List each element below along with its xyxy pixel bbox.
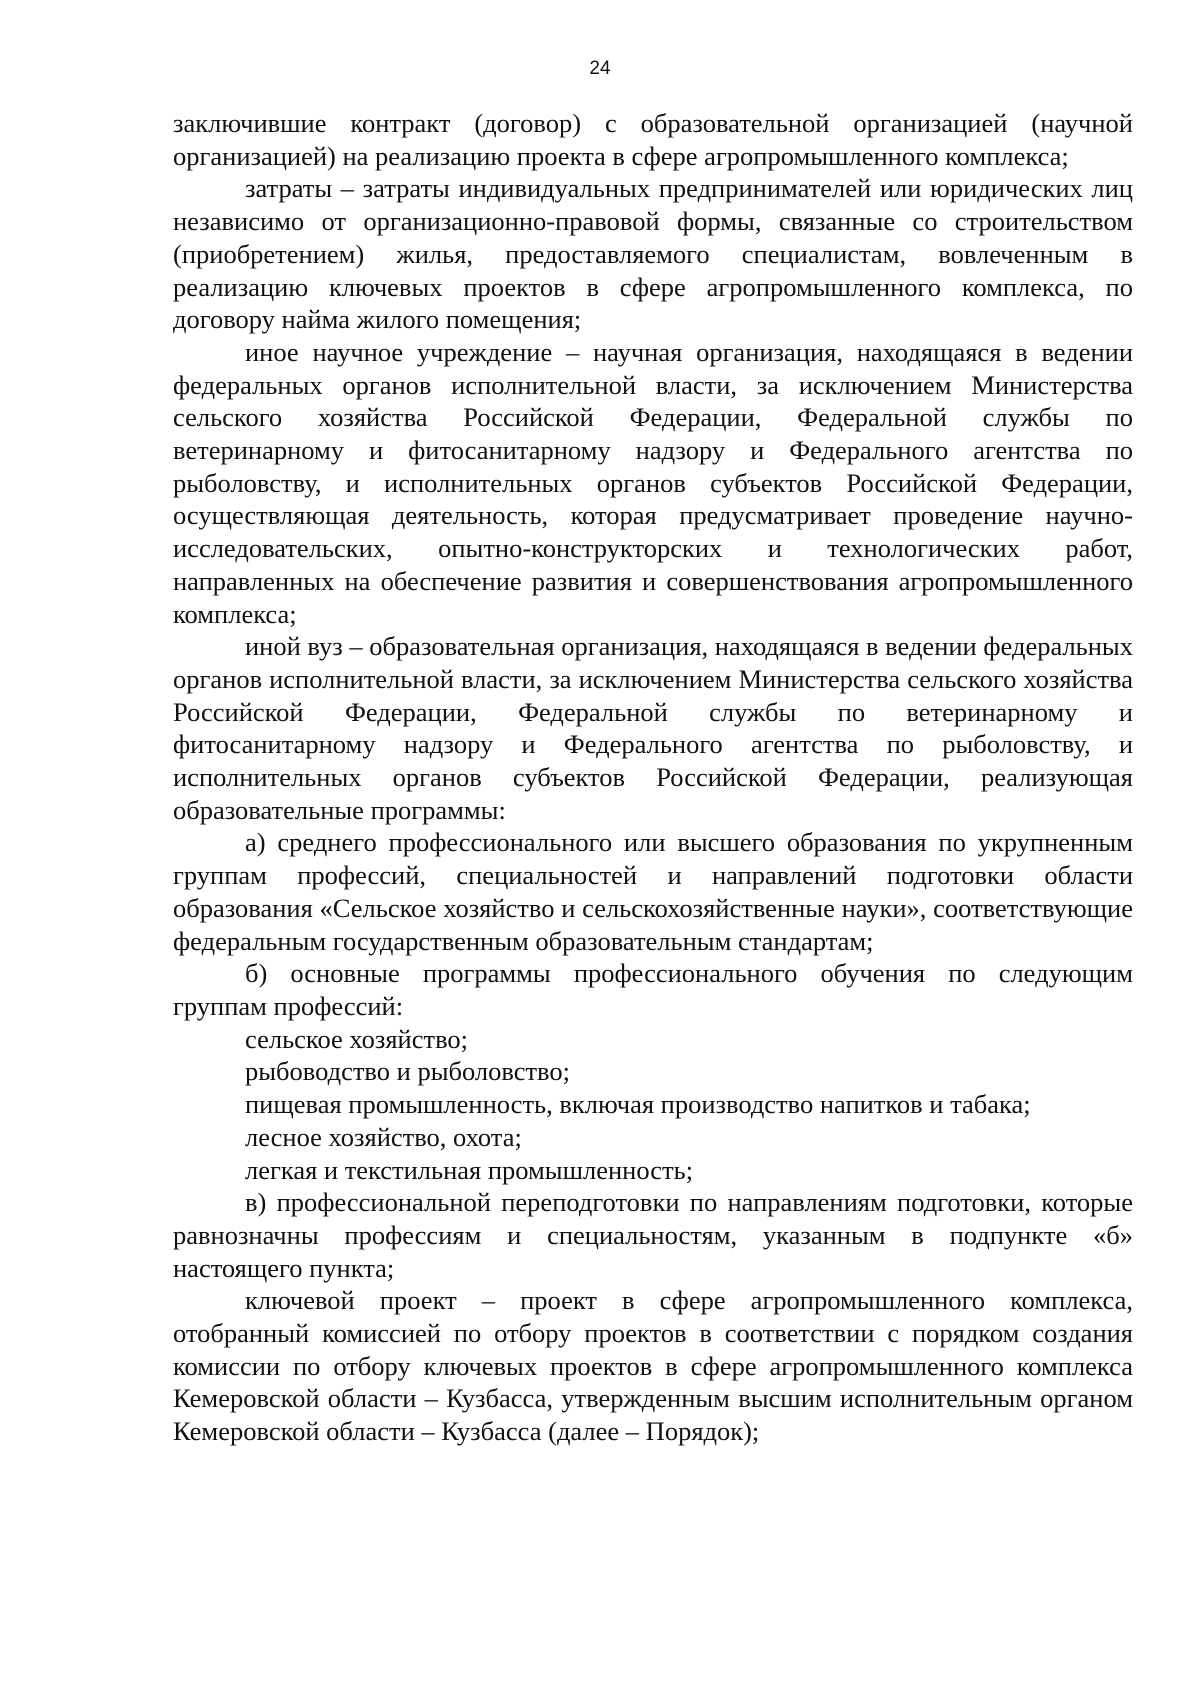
paragraph-research-institution-definition: иное научное учреждение – научная организация, находящаяся в ведении федеральных органов исполнительной власти, за исключением Министерства сельского хозяйства Российской Федерации, Федеральной службы по ветеринарному и фитосанитарному надзору и Федерального агентства по рыболовству, и исполнительных органов субъектов Российской Федерации, осуществляющая деятельность, которая предусматривает проведение научно-исследовательских, опытно-конструкторских и технологических работ, направленных на обеспечение развития и совершенствования агропромышленного комплекса; (173, 336, 1133, 629)
list-item: пищевая промышленность, включая производство напитков и табака; (245, 1089, 1031, 1120)
list-item: лесное хозяйство, охота; (245, 1121, 522, 1152)
paragraph-key-project-definition: ключевой проект – проект в сфере агропромышленного комплекса, отобранный комиссией по отбору проектов в соответствии с порядком создания комиссии по отбору ключевых проектов в сфере агропромышленного комплекса Кемеровской области – Кузбасса, утвержденным высшим исполнительным органом Кемеровской области – Кузбасса (далее – Порядок); (173, 1285, 1133, 1447)
paragraph-continuation: заключившие контракт (договор) с образовательной организацией (научной организацией) на реализацию проекта в сфере агропромышленного комплекса; (173, 108, 1133, 171)
paragraph-item-a: а) среднего профессионального или высшего образования по укрупненным группам профессий, специальностей и направлений подготовки области образования «Сельское хозяйство и сельскохозяйственные науки», соответствующие федеральным государственным образовательным стандартам; (173, 827, 1133, 956)
profession-groups-list (173, 1023, 1133, 1187)
paragraph-university-definition: иной вуз – образовательная организация, находящаяся в ведении федеральных органов исполнительной власти, за исключением Министерства сельского хозяйства Российской Федерации, Федеральной службы по ветеринарному и фитосанитарному надзору и Федерального агентства по рыболовству, и исполнительных органов субъектов Российской Федерации, реализующая образовательные программы: (173, 631, 1133, 825)
page-number: 24 (589, 58, 611, 79)
list-item: сельское хозяйство; (245, 1023, 469, 1054)
paragraph-costs-definition: затраты – затраты индивидуальных предпринимателей или юридических лиц независимо от организационно-правовой формы, связанные со строительством (приобретением) жилья, предоставляемого специалистам, вовлеченным в реализацию ключевых проектов в сфере агропромышленного комплекса, по договору найма жилого помещения; (173, 173, 1133, 335)
document-body (173, 107, 1133, 1448)
paragraph-item-c: в) профессиональной переподготовки по направлениям подготовки, которые равнозначны профессиям и специальностям, указанным в подпункте «б» настоящего пункта; (173, 1187, 1133, 1283)
list-item: рыбоводство и рыболовство; (245, 1056, 571, 1087)
list-item: легкая и текстильная промышленность; (245, 1154, 694, 1185)
paragraph-item-b: б) основные программы профессионального обучения по следующим группам профессий: (173, 958, 1133, 1021)
